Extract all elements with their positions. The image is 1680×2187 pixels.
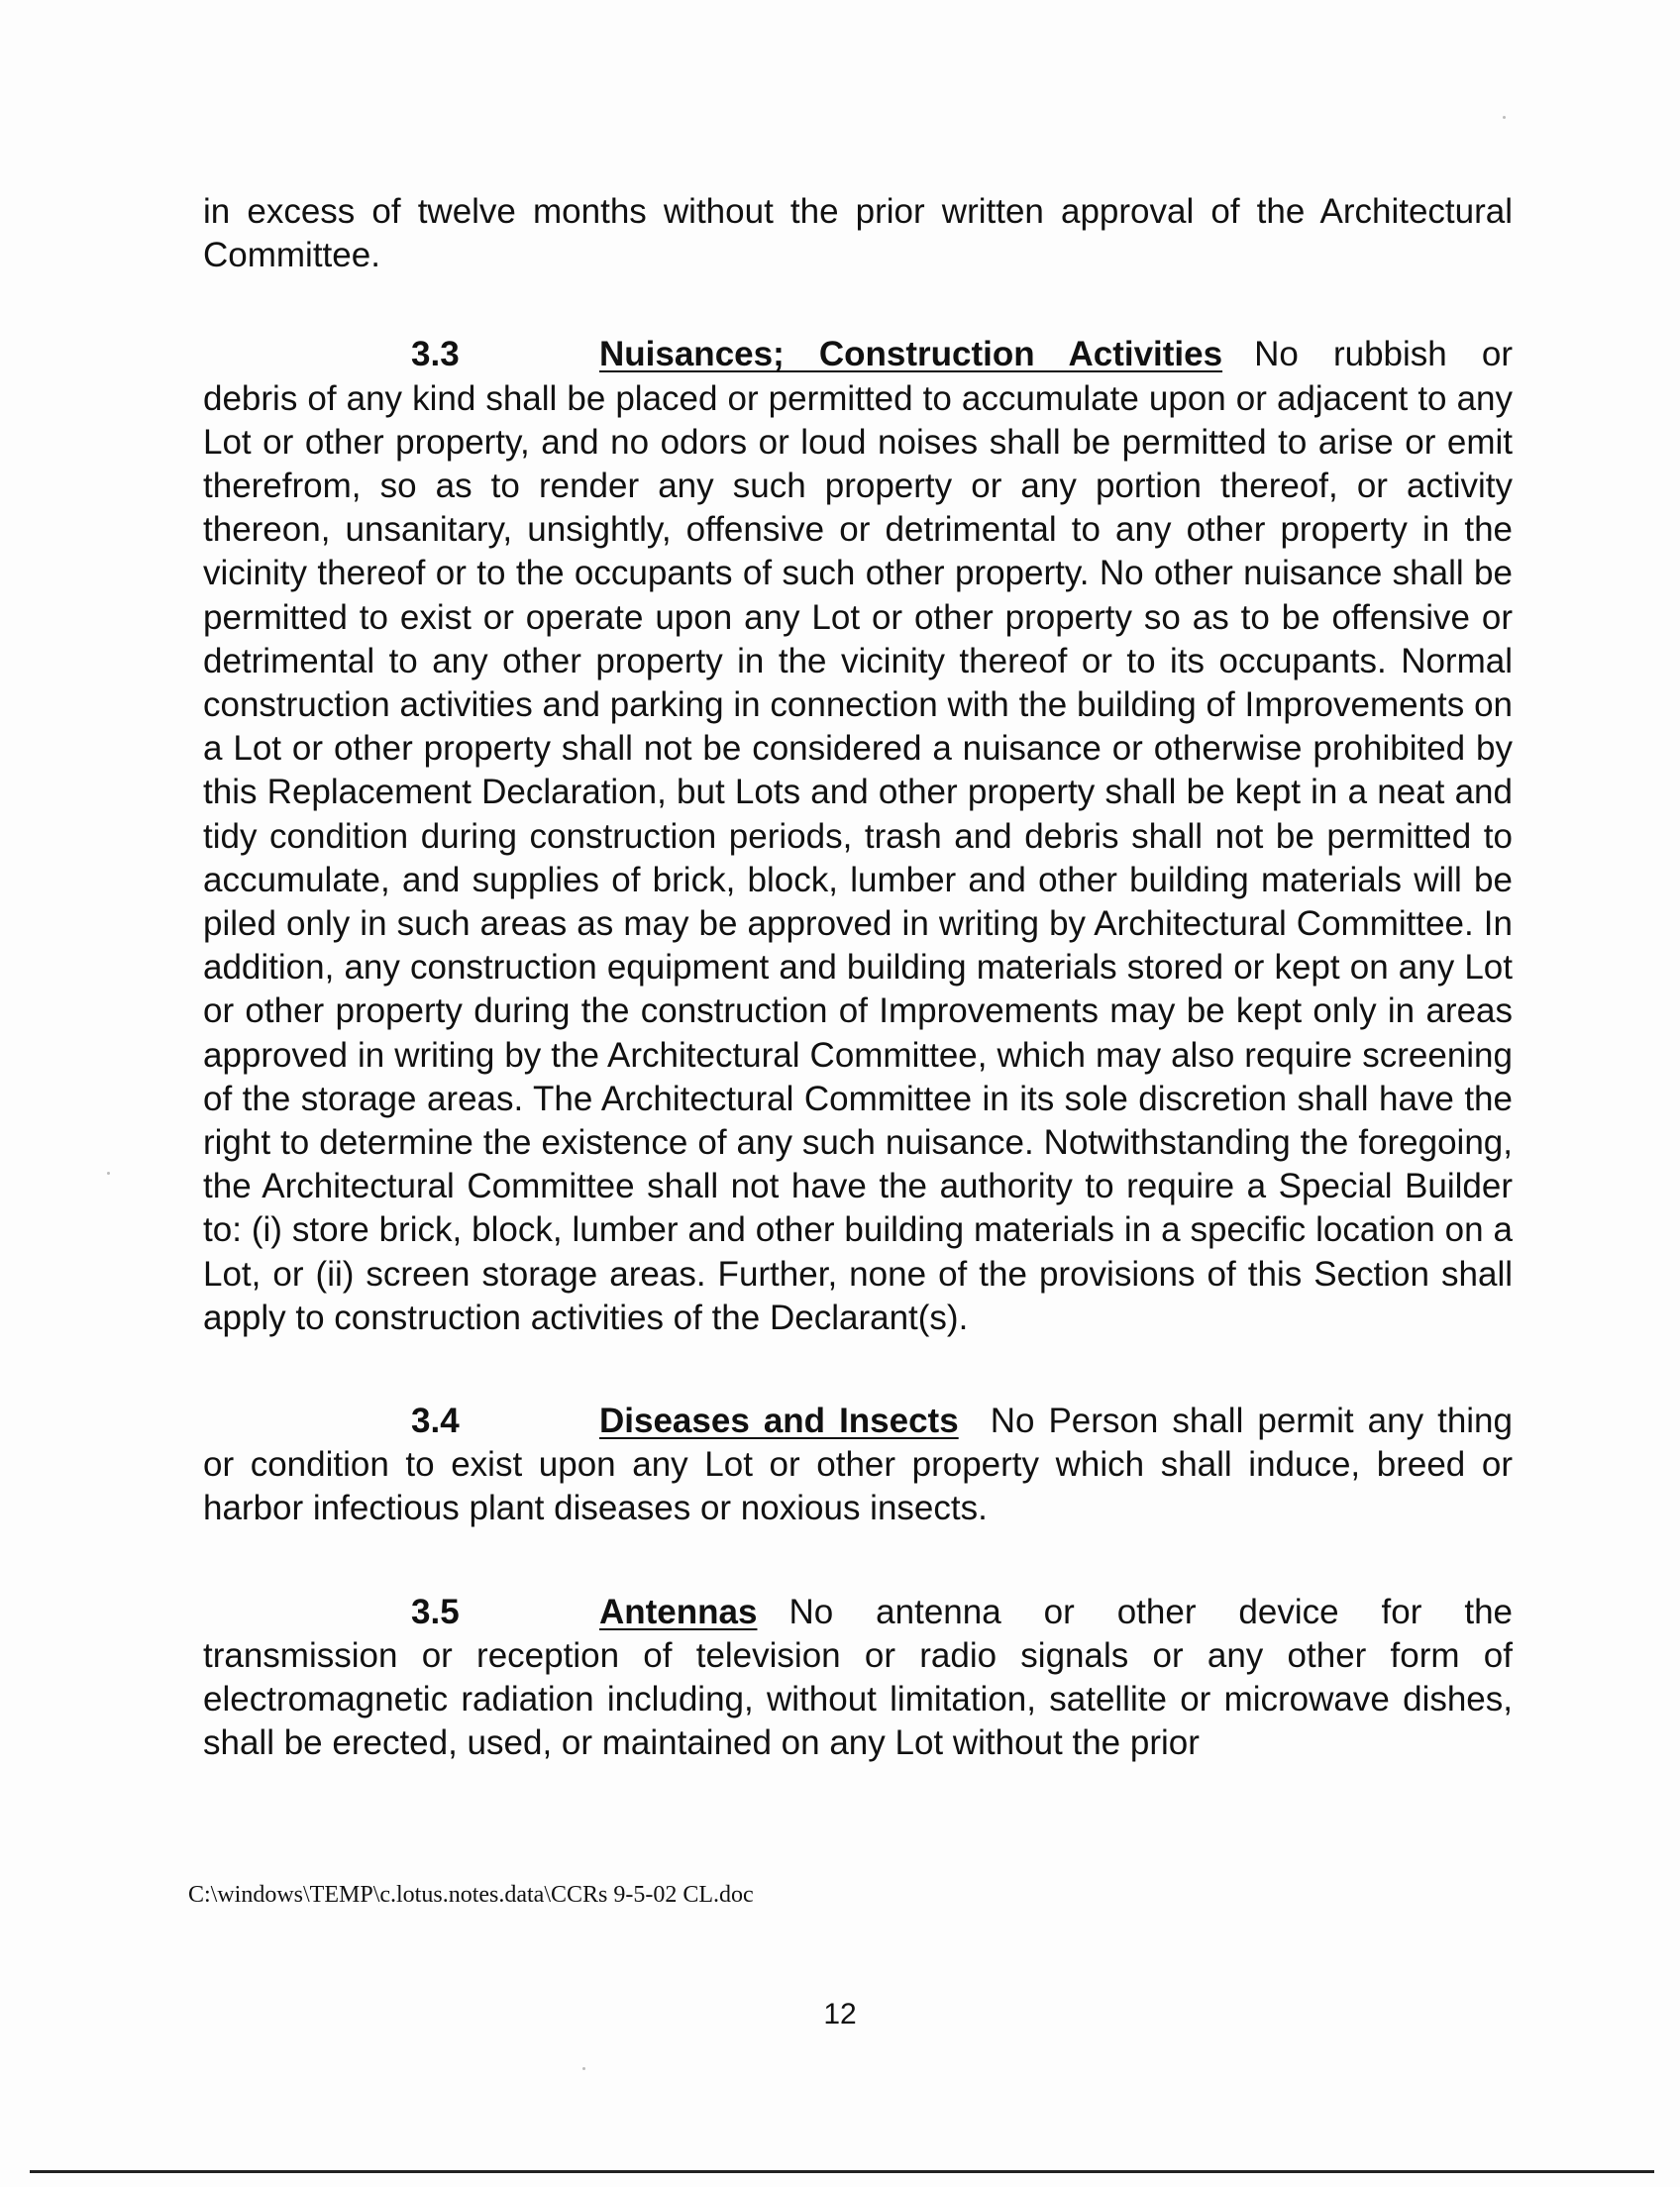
section-3-4-number: 3.4 [411,1402,460,1441]
section-3-3-text: No rubbish or debris of any kind shall be placed or permitted to accumulate upon or adjacent to any Lot or other property, and no odors or loud noises shall be permitted to arise or emit therefrom, so as to render any such property or any portion thereof, or activity thereon, unsanitary, unsightly, offensive or detrimental to any other property in the vicinity thereof or to the occupants of such other property. No other nuisance shall be permitted to exist or operate upon any Lot or other property so as to be offensive or detrimental to any other property in the vicinity thereof or to its occupants. Normal construction activities and parking in connection with the building of Improvements on a Lot or other property shall not be considered a nuisance or otherwise prohibited by this Replacement Declaration, but Lots and other property shall be kept in a neat and tidy condition during construction periods, trash and debris shall not be permitted to accumulate, and supplies of brick, block, lumber and other building materials will be piled only in such areas as may be approved in writing by Architectural Committee. In addition, any construction equipment and building materials stored or kept on any Lot or other property during the construction of Improvements may be kept only in areas approved in writing by the Architectural Committee, which may also require screening of the storage areas. The Architectural Committee in its sole discretion shall have the right to determine the existence of any such nuisance. Notwithstanding the foregoing, the Architectural Committee shall not have the authority to require a Special Builder to: (i) store brick, block, lumber and other building materials in a specific location on a Lot, or (ii) screen storage areas. Further, none of the provisions of this Section shall apply to construction activities of the Declarant(s). [203,335,1513,1337]
scan-speck [582,2067,585,2070]
section-3-5-title: Antennas [599,1592,758,1631]
section-3-5-text: No antenna or other device for the transmission or reception of television or radio signals or any other form of electromagnetic radiation including, without limitation, satellite or microwave dishes, shall be erected, used, or maintained on any Lot without the prior [203,1592,1513,1763]
document-body [203,190,1513,1766]
footer-file-path: C:\windows\TEMP\c.lotus.notes.data\CCRs 9-5-02 CL.doc [188,1882,754,1908]
section-3-3-title: Nuisances; Construction Activities [599,335,1223,374]
page-number: 12 [823,1998,857,2031]
section-3-3-number: 3.3 [411,335,460,374]
intro-paragraph: in excess of twelve months without the prior written approval of the Architectural Committee. [203,192,1513,275]
section-3-4-paragraph [203,1400,1513,1531]
section-3-3-paragraph [203,333,1513,1340]
section-3-5-paragraph [203,1591,1513,1766]
scan-speck [1503,116,1506,119]
section-3-5-number: 3.5 [411,1592,460,1631]
scan-speck [107,1172,110,1175]
bottom-rule-line [30,2170,1654,2173]
section-3-4-text: No Person shall permit any thing or condition to exist upon any Lot or other property which shall induce, breed or harbor infectious plant diseases or noxious insects. [203,1402,1513,1528]
section-3-4-title: Diseases and Insects [599,1402,959,1441]
